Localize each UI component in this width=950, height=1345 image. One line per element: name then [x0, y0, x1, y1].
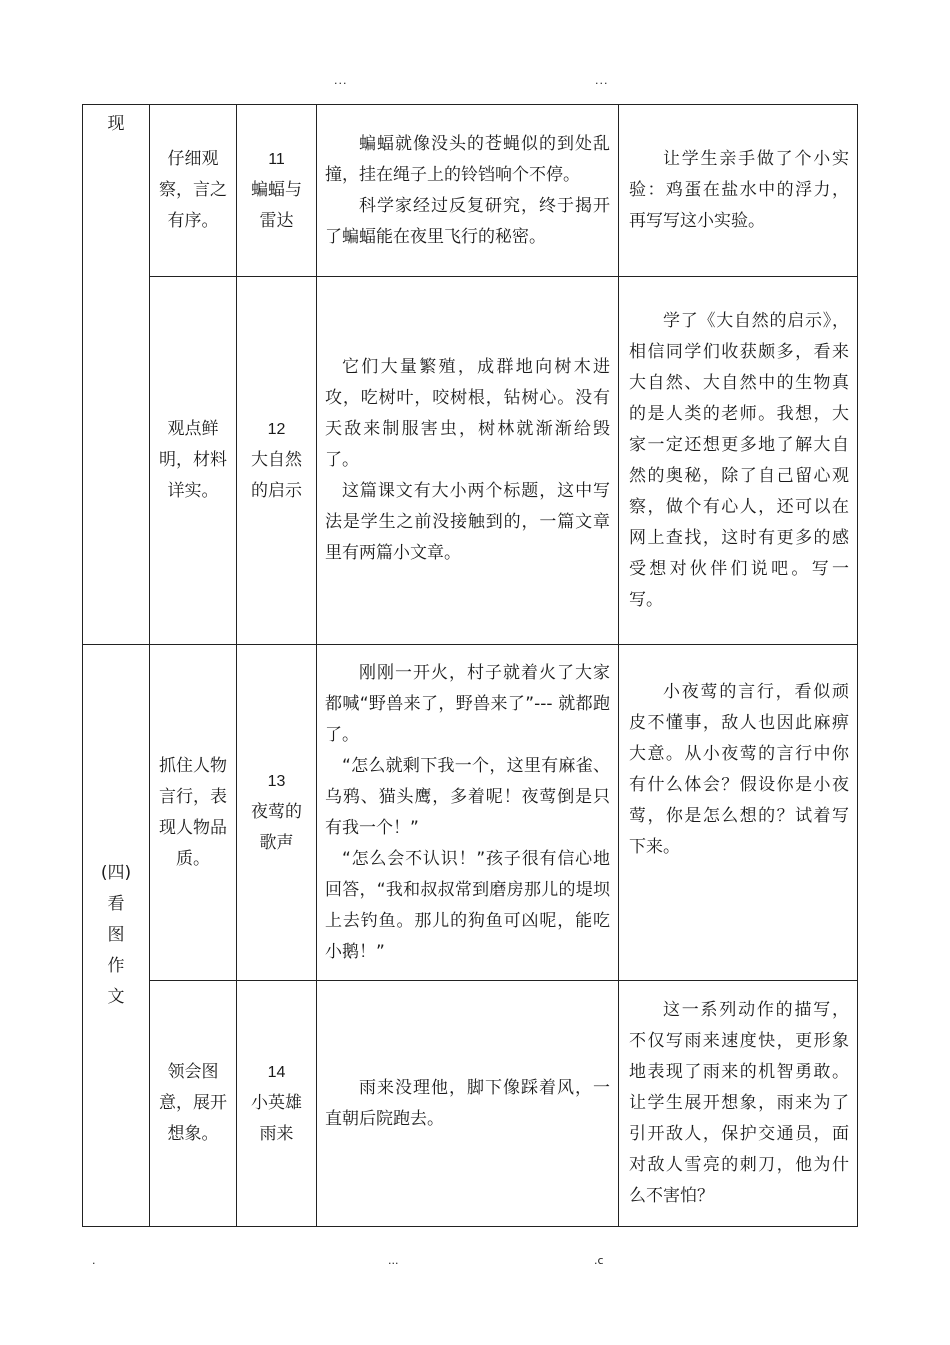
method-cell: 领会图意，展开想象。 [150, 981, 237, 1227]
section-4-label-part: 看 [107, 894, 125, 914]
excerpt-paragraph: “怎么就剩下我一个，这里有麻雀、乌鸦、猫头鹰，多着呢！夜莺倒是只有我一个！” [325, 755, 610, 838]
excerpt-paragraph: 这篇课文有大小两个标题，这中写法是学生之前没接触到的，一篇文章里有两篇小文章。 [325, 481, 610, 563]
excerpt-paragraph: 蝙蝠就像没头的苍蝇似的到处乱撞，挂在绳子上的铃铛响个不停。 [325, 133, 610, 185]
activity-text: 学了《大自然的启示》，相信同学们收获颇多，看来大自然、大自然中的生物真的是人类的老师。我想，大家一定还想更多地了解大自然的奥秘，除了自己留心观察，做个有心人，还可以在网上查找，这时有更多的感受想对伙伴们说吧。写一写。 [629, 310, 849, 610]
table-row [83, 105, 858, 277]
activity-text: 小夜莺的言行，看似顽皮不懂事，敌人也因此麻痹大意。从小夜莺的言行中你有什么体会？假设你是小夜莺，你是怎么想的？试着写下来。 [629, 682, 849, 857]
lesson-number: 14 [267, 1064, 286, 1081]
lesson-cell [237, 277, 317, 645]
lesson-table [82, 104, 858, 1227]
activity-text: 让学生亲手做了个小实验：鸡蛋在盐水中的浮力，再写写这小实验。 [629, 149, 849, 231]
activity-cell [619, 645, 858, 981]
lesson-number: 11 [268, 151, 285, 168]
lesson-cell [237, 645, 317, 981]
lesson-title: 小英雄雨来 [251, 1093, 302, 1144]
excerpt-paragraph: 雨来没理他，脚下像踩着风，一直朝后院跑去。 [325, 1077, 610, 1129]
lesson-cell [237, 105, 317, 277]
lesson-title: 大自然的启示 [251, 450, 302, 501]
excerpt-cell [317, 105, 619, 277]
method-cell: 抓住人物言行，表现人物品质。 [150, 645, 237, 981]
header-mark-left: ... [334, 74, 348, 87]
excerpt-cell [317, 645, 619, 981]
footer-mark-right: .c [594, 1254, 604, 1267]
section-4-label-part: 文 [107, 987, 125, 1007]
excerpt-paragraph: 科学家经过反复研究，终于揭开了蝙蝠能在夜里飞行的秘密。 [325, 195, 610, 247]
footer-mark-center: ... [388, 1254, 399, 1267]
section-3-label-cell [83, 105, 150, 645]
table-row [83, 645, 858, 981]
lesson-number: 13 [267, 773, 286, 790]
method-cell: 观点鲜明，材料详实。 [150, 277, 237, 645]
section-4-label-part: (四) [100, 863, 132, 883]
footer-mark-left: . [92, 1254, 96, 1267]
excerpt-paragraph: 刚刚一开火，村子就着火了大家都喊“野兽来了，野兽来了”--- 就都跑了。 [325, 662, 610, 745]
activity-text: 这一系列动作的描写，不仅写雨来速度快，更形象地表现了雨来的机智勇敢。让学生展开想象，雨来为了引开敌人，保护交通员，面对敌人雪亮的刺刀，他为什么不害怕？ [629, 1000, 849, 1206]
section-4-label-cell [83, 645, 150, 1227]
lesson-cell [237, 981, 317, 1227]
activity-cell [619, 277, 858, 645]
lesson-number: 12 [267, 421, 286, 438]
table-row [83, 277, 858, 645]
activity-cell [619, 981, 858, 1227]
lesson-title: 夜莺的歌声 [251, 802, 302, 853]
excerpt-cell [317, 277, 619, 645]
method-cell: 仔细观察，言之有序。 [150, 105, 237, 277]
table-row [83, 981, 858, 1227]
section-4-label-part: 作 [107, 956, 125, 976]
lesson-title: 蝙蝠与雷达 [251, 180, 302, 231]
section-3-label: 现 [107, 114, 125, 134]
header-mark-right: ... [595, 74, 609, 87]
excerpt-paragraph: 它们大量繁殖，成群地向树木进攻，吃树叶，咬树根，钻树心。没有天敌来制服害虫，树林就渐渐给毁了。 [325, 357, 610, 470]
activity-cell [619, 105, 858, 277]
section-4-label-part: 图 [107, 925, 125, 945]
excerpt-cell [317, 981, 619, 1227]
excerpt-paragraph: “怎么会不认识！”孩子很有信心地回答，“我和叔叔常到磨房那儿的堤坝上去钓鱼。那儿的狗鱼可凶呢，能吃小鹅！” [325, 848, 610, 962]
